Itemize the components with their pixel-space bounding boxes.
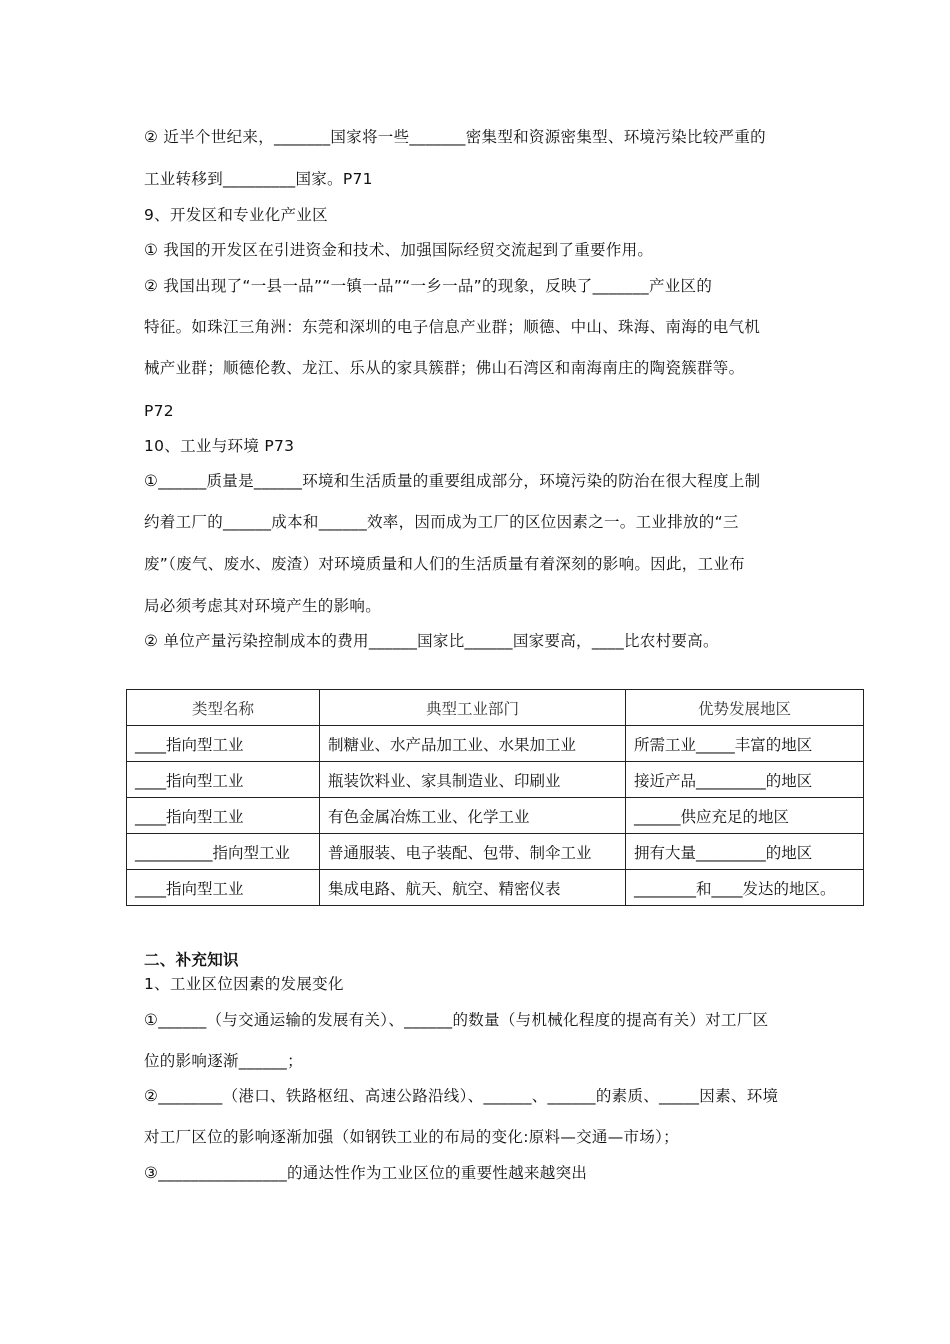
line-14: ② 单位产量污染控制成本的费用______国家比______国家要高，____比农村要高。 [144, 632, 719, 650]
table-cell: ________和____发达的地区。 [626, 870, 864, 906]
table-cell: 集成电路、航天、航空、精密仪表 [320, 870, 626, 906]
table-cell: 制糖业、水产品加工业、水果加工业 [320, 726, 626, 762]
supplement-line-1: 1、工业区位因素的发展变化 [144, 975, 344, 993]
table-cell: 有色金属冶炼工业、化学工业 [320, 798, 626, 834]
supplement-line-5: 对工厂区位的影响逐渐加强（如钢铁工业的布局的变化:原料—交通—市场）； [144, 1128, 679, 1146]
section-10-heading: 10、工业与环境 P73 [144, 437, 295, 455]
table-header-cell: 典型工业部门 [320, 690, 626, 726]
line-4: ① 我国的开发区在引进资金和技术、加强国际经贸交流起到了重要作用。 [144, 241, 654, 259]
table-cell: 所需工业_____丰富的地区 [626, 726, 864, 762]
supplement-line-6: ③________________的通达性作为工业区位的重要性越来越突出 [144, 1164, 588, 1182]
table-header-row [127, 690, 864, 726]
line-7: 械产业群；顺德伦教、龙江、乐从的家具簇群；佛山石湾区和南海南庄的陶瓷簇群等。 [144, 359, 745, 377]
table-header-cell: 类型名称 [127, 690, 320, 726]
supplement-line-4: ②________（港口、铁路枢纽、高速公路沿线）、______、______的素质、_____因素、环境 [144, 1087, 779, 1105]
table-row [127, 726, 864, 762]
page-ref-p72: P72 [144, 402, 174, 420]
table-cell: 瓶装饮料业、家具制造业、印刷业 [320, 762, 626, 798]
line-2: 工业转移到_________国家。P71 [144, 170, 373, 188]
table-row [127, 798, 864, 834]
supplement-line-2: ①______（与交通运输的发展有关）、______的数量（与机械化程度的提高有关）对工厂区 [144, 1011, 769, 1029]
table-cell: 拥有大量_________的地区 [626, 834, 864, 870]
industry-location-table [126, 689, 864, 906]
line-6: 特征。如珠江三角洲：东莞和深圳的电子信息产业群；顺德、中山、珠海、南海的电气机 [144, 318, 761, 336]
supplement-heading: 二、补充知识 [144, 951, 239, 969]
line-5: ② 我国出现了“一县一品”“一镇一品”“一乡一品”的现象，反映了_______产业区的 [144, 277, 713, 295]
table-cell: ____指向型工业 [127, 762, 320, 798]
supplement-line-3: 位的影响逐渐______； [144, 1052, 303, 1070]
table-cell: ____指向型工业 [127, 726, 320, 762]
line-13: 局必须考虑其对环境产生的影响。 [144, 597, 382, 615]
section-9-heading: 9、开发区和专业化产业区 [144, 206, 328, 224]
table-cell: ____指向型工业 [127, 870, 320, 906]
table-cell: 接近产品_________的地区 [626, 762, 864, 798]
table-header-cell: 优势发展地区 [626, 690, 864, 726]
line-12: 废”（废气、废水、废渣）对环境质量和人们的生活质量有着深刻的影响。因此，工业布 [144, 555, 745, 573]
table-cell: ____指向型工业 [127, 798, 320, 834]
table-cell: ______供应充足的地区 [626, 798, 864, 834]
table-row [127, 762, 864, 798]
line-11: 约着工厂的______成本和______效率，因而成为工厂的区位因素之一。工业排放的“三 [144, 513, 739, 531]
table-row [127, 870, 864, 906]
table-cell: __________指向型工业 [127, 834, 320, 870]
line-10: ①______质量是______环境和生活质量的重要组成部分，环境污染的防治在很大程度上制 [144, 472, 761, 490]
table-cell: 普通服装、电子装配、包带、制伞工业 [320, 834, 626, 870]
table-row [127, 834, 864, 870]
line-1: ② 近半个世纪来，_______国家将一些_______密集型和资源密集型、环境污染比较严重的 [144, 128, 766, 146]
